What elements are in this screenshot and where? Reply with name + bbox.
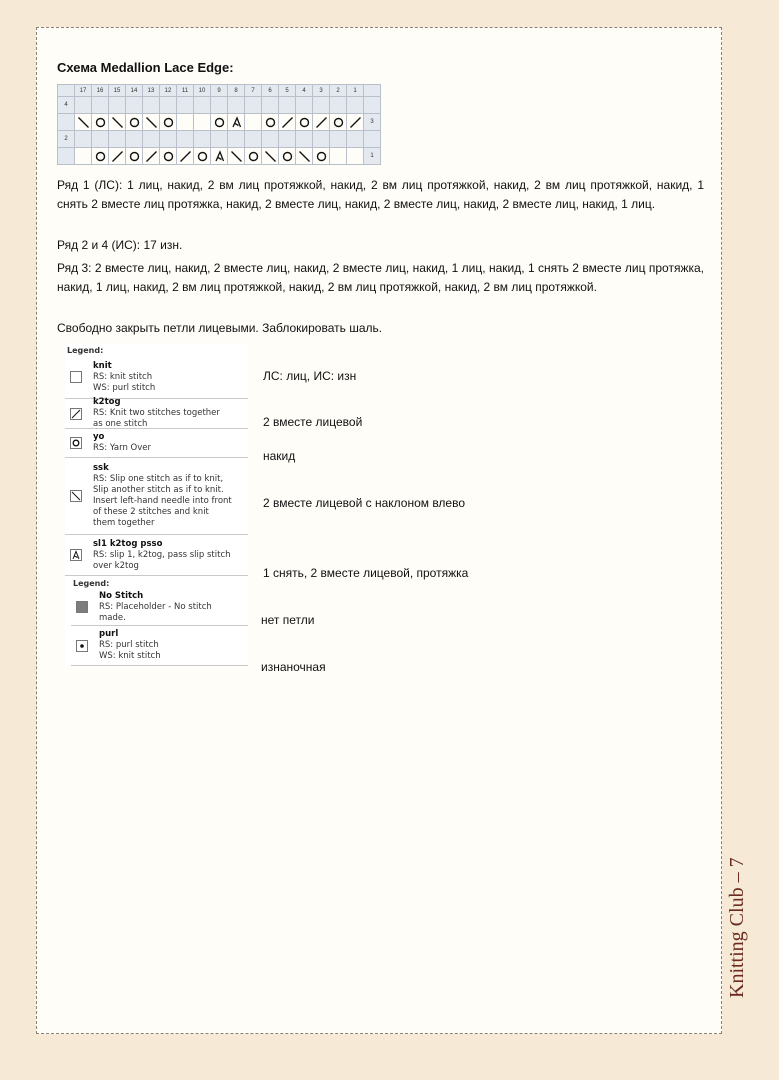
legend-stitch-name: sl1 k2tog psso — [93, 538, 163, 549]
legend-heading-2: Legend: — [73, 579, 110, 588]
col-16: 16 — [92, 85, 109, 97]
stitch-yo — [126, 148, 143, 165]
row-1-label: 1 — [364, 148, 381, 165]
legend-russian-label: нет петли — [261, 613, 315, 627]
col-13: 13 — [143, 85, 160, 97]
legend-line: RS: slip 1, k2tog, pass slip stitch — [93, 549, 231, 560]
purl-icon — [71, 640, 93, 652]
yo-icon — [65, 437, 87, 449]
col-17: 17 — [75, 85, 92, 97]
stitch-sl1-k2tog-psso — [228, 114, 245, 131]
legend-line: Insert left-hand needle into front — [93, 496, 232, 506]
col-6: 6 — [262, 85, 279, 97]
col-2: 2 — [330, 85, 347, 97]
col-10: 10 — [194, 85, 211, 97]
stitch-ssk — [228, 148, 245, 165]
blank-cell — [177, 131, 194, 148]
legend-line: RS: Knit two stitches together — [93, 408, 220, 418]
legend-description — [87, 359, 155, 396]
legend-line: RS: purl stitch — [99, 640, 159, 650]
legend-item-knit — [65, 356, 248, 399]
legend-line: made. — [99, 612, 126, 623]
stitch-k2tog — [347, 114, 364, 131]
blank-cell — [92, 131, 109, 148]
col-7: 7 — [245, 85, 262, 97]
footer-brand: Knitting Club – 7 — [726, 857, 748, 998]
chart-row-3 — [58, 114, 381, 131]
row-1-instructions: Ряд 1 (ЛС): 1 лиц, накид, 2 вм лиц протяжкой, накид, 2 вм лиц протяжкой, накид, 2 вм лиц протяжкой, накид, 1 снять 2 вместе лиц протяжка, накид, 2 вместе лиц, накид, 2 вместе лиц, накид, 2 вместе лиц, накид, 1 лиц. — [57, 178, 704, 211]
stitch-yo — [279, 148, 296, 165]
stitch-yo — [313, 148, 330, 165]
blank-cell — [92, 97, 109, 114]
col-3: 3 — [313, 85, 330, 97]
legend-stitch-name: yo — [93, 432, 105, 442]
col-11: 11 — [177, 85, 194, 97]
col-4: 4 — [296, 85, 313, 97]
blank-cell — [160, 97, 177, 114]
row-3-instructions: Ряд 3: 2 вместе лиц, накид, 2 вместе лиц, накид, 2 вместе лиц, накид, 1 лиц, накид, 1 снять 2 вместе лиц протяжка, накид, 1 лиц, накид, 2 вм лиц протяжкой, накид, 2 вм лиц протяжкой, накид, 2 вм лиц протяжкой. — [57, 261, 704, 294]
blank-cell — [109, 97, 126, 114]
col-14: 14 — [126, 85, 143, 97]
col-8: 8 — [228, 85, 245, 97]
stitch-yo — [330, 114, 347, 131]
stitch-ssk — [262, 148, 279, 165]
col-9: 9 — [211, 85, 228, 97]
stitch-yo — [160, 148, 177, 165]
stitch-ssk — [109, 114, 126, 131]
blank-cell — [330, 97, 347, 114]
stitch-knit — [194, 114, 211, 131]
stitch-yo — [296, 114, 313, 131]
col-1: 1 — [347, 85, 364, 97]
k2tog-icon — [65, 408, 87, 420]
stitch-ssk — [143, 114, 160, 131]
legend-russian-label: ЛС: лиц, ИС: изн — [263, 369, 357, 383]
legend-item-no-stitch — [71, 589, 248, 626]
legend-heading: Legend: — [67, 346, 104, 355]
legend-russian-label: 2 вместе лицевой — [263, 415, 363, 429]
legend-description — [87, 430, 151, 456]
stitch-yo — [126, 114, 143, 131]
blank-cell — [126, 97, 143, 114]
legend-line: RS: Placeholder - No stitch — [99, 601, 212, 612]
blank-cell — [194, 131, 211, 148]
legend-line: RS: Slip one stitch as if to knit, — [93, 474, 224, 484]
legend-line: Slip another stitch as if to knit. — [93, 485, 224, 495]
stitch-knit — [75, 148, 92, 165]
col-15: 15 — [109, 85, 126, 97]
blank-cell — [313, 131, 330, 148]
stitch-yo — [262, 114, 279, 131]
legend-bottom-items — [65, 589, 248, 666]
row-1-left — [58, 148, 75, 165]
knit-icon — [65, 371, 87, 383]
blank-cell — [177, 97, 194, 114]
legend-russian-label: 1 снять, 2 вместе лицевой, протяжка — [263, 566, 469, 580]
blank-cell — [279, 131, 296, 148]
legend-line: as one stitch — [93, 419, 148, 429]
col-5: 5 — [279, 85, 296, 97]
blank-cell — [262, 131, 279, 148]
row-2-right — [364, 131, 381, 148]
stitch-knit — [245, 114, 262, 131]
blank-cell — [194, 97, 211, 114]
stitch-knit — [177, 114, 194, 131]
blank-cell — [262, 97, 279, 114]
blank-cell — [211, 131, 228, 148]
legend-stitch-name: purl — [99, 629, 119, 639]
blank-cell — [75, 131, 92, 148]
stitch-k2tog — [177, 148, 194, 165]
stitch-knit — [347, 148, 364, 165]
legend-line: WS: knit stitch — [99, 651, 161, 661]
legend-russian-label: накид — [263, 449, 296, 463]
legend-item-k2tog — [65, 399, 248, 429]
col-12: 12 — [160, 85, 177, 97]
legend-russian-label: изнаночная — [261, 660, 326, 674]
no-stitch-icon — [71, 601, 93, 613]
legend-item-yo — [65, 429, 248, 458]
stitch-knit — [330, 148, 347, 165]
chart-row-4 — [58, 97, 381, 114]
legend-description — [87, 395, 220, 432]
stitch-yo — [92, 114, 109, 131]
stitch-yo — [160, 114, 177, 131]
stitch-yo — [211, 114, 228, 131]
blank-cell — [347, 97, 364, 114]
row-2-4-instructions: Ряд 2 и 4 (ИС): 17 изн. — [57, 238, 183, 252]
legend-top-items — [65, 356, 248, 576]
legend-stitch-name: ssk — [93, 463, 109, 473]
blank-cell — [330, 131, 347, 148]
blank-cell — [228, 97, 245, 114]
chart-corner — [58, 85, 75, 97]
legend-line: them together — [93, 518, 155, 528]
legend-russian-label: 2 вместе лицевой с наклоном влево — [263, 496, 466, 510]
blank-cell — [228, 131, 245, 148]
blank-cell — [296, 97, 313, 114]
stitch-k2tog — [279, 114, 296, 131]
row-4-label: 4 — [58, 97, 75, 114]
legend-description — [87, 461, 232, 531]
chart-corner-right — [364, 85, 381, 97]
legend-description — [93, 589, 212, 626]
stitch-k2tog — [109, 148, 126, 165]
legend — [65, 343, 248, 666]
chart-column-header — [58, 85, 381, 97]
sl1-k2tog-psso-icon — [65, 549, 87, 561]
blank-cell — [245, 131, 262, 148]
legend-stitch-name: No Stitch — [99, 590, 144, 601]
legend-line: over k2tog — [93, 560, 139, 571]
stitch-yo — [194, 148, 211, 165]
legend-item-sl1-k2tog-psso — [65, 535, 248, 576]
blank-cell — [143, 131, 160, 148]
row-3-left — [58, 114, 75, 131]
legend-stitch-name: knit — [93, 360, 112, 371]
stitch-yo — [245, 148, 262, 165]
stitch-sl1-k2tog-psso — [211, 148, 228, 165]
blank-cell — [143, 97, 160, 114]
stitch-yo — [92, 148, 109, 165]
stitch-chart — [57, 84, 381, 165]
bindoff-instructions: Свободно закрыть петли лицевыми. Заблокировать шаль. — [57, 321, 383, 335]
legend-description — [93, 627, 161, 664]
legend-line: WS: purl stitch — [93, 382, 156, 393]
legend-item-purl — [71, 626, 248, 666]
row-2-label: 2 — [58, 131, 75, 148]
chart-title: Схема Medallion Lace Edge: — [57, 60, 234, 75]
blank-cell — [296, 131, 313, 148]
stitch-k2tog — [313, 114, 330, 131]
blank-cell — [126, 131, 143, 148]
stitch-ssk — [296, 148, 313, 165]
row-4-right — [364, 97, 381, 114]
blank-cell — [279, 97, 296, 114]
legend-item-ssk — [65, 458, 248, 535]
blank-cell — [75, 97, 92, 114]
ssk-icon — [65, 490, 87, 502]
blank-cell — [347, 131, 364, 148]
chart-row-1 — [58, 148, 381, 165]
legend-line: RS: knit stitch — [93, 371, 153, 382]
legend-description — [87, 537, 231, 574]
blank-cell — [245, 97, 262, 114]
legend-line: RS: Yarn Over — [93, 443, 151, 453]
legend-stitch-name: k2tog — [93, 397, 121, 407]
stitch-ssk — [75, 114, 92, 131]
legend-line: of these 2 stitches and knit — [93, 507, 209, 517]
stitch-k2tog — [143, 148, 160, 165]
chart-row-2 — [58, 131, 381, 148]
blank-cell — [109, 131, 126, 148]
blank-cell — [160, 131, 177, 148]
blank-cell — [313, 97, 330, 114]
row-3-label: 3 — [364, 114, 381, 131]
blank-cell — [211, 97, 228, 114]
